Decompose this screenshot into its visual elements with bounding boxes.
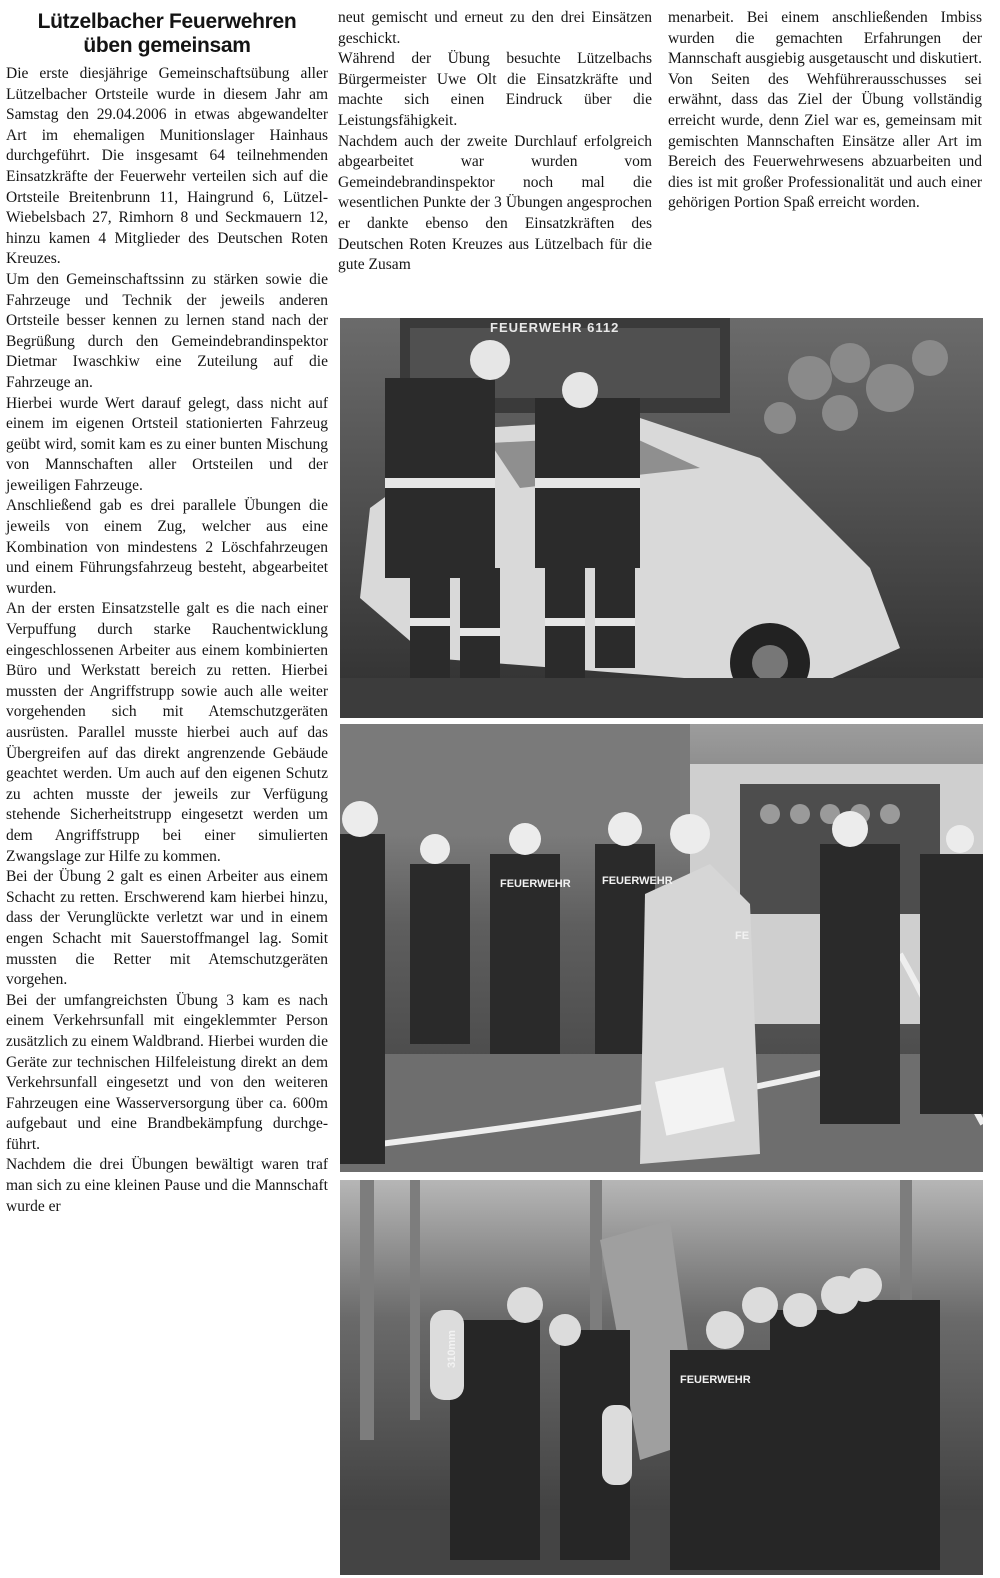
photo-forest-exercise-drawing [340,1180,983,1575]
photo-crew-briefing [340,724,983,1172]
paragraph: Die erste diesjährige Gemeinschaftsübung aller Lützelbacher Ortsteile wurde in diesem Jahr am Samstag den 29.04.2006 in etwas abgewandelter Art im ehemaligen Munitionslager Hainhaus durchgeführt. Die insgesamt 64 teilnehmenden Einsatzkräfte der Feuerwehr verteilen sich auf die Ortsteile Breitenbrunn 11, Haingrund 6, Lützel-Wiebelsbach 27, Rimhorn 8 und Seckmauern 12, hinzu kamen 4 Mitglieder des Deutschen Roten Kreuzes. [6,65,328,268]
article-column-1 [6,10,328,1217]
paragraph: Bei der umfangreichsten Übung 3 kam es nach einem Verkehrsunfall mit eingeklemmter Person zusätzlich zu einem Waldbrand. Hierbei wurden die Geräte zur technischen Hilfeleistung direkt an dem Verkehrsunfall eingesetzt und von den weiteren Fahrzeugen eine Wasserversorgung über ca. 600m aufgebaut und eine Brandbekämpfung durchgeführt. [6,991,328,1153]
paragraph: neut gemischt und erneut zu den drei Einsätzen geschickt. [338,9,652,47]
paragraph: Hierbei wurde Wert darauf gelegt, dass nicht auf einem im eigenen Ortsteil stationierten Fahrzeug geübt wird, somit kam es zu einer bunten Mischung von Mannschaften aller Ortsteilen und der jeweiligen Fahrzeuge. [6,394,328,494]
photo-car-rescue-drawing [340,318,983,718]
vest-lettering: FEUERWEHR [500,878,571,890]
paragraph: Anschließend gab es drei parallele Übungen die jeweils von einem Zug, welcher aus eine Kombination von mindestens 2 Löschfahrzeugen und einem Führungsfahrzeug besteht, abgearbeitet wurden. [6,497,328,597]
paragraph: Nachdem die drei Übungen bewältigt waren traf man sich zu eine kleinen Pause und die Mannschaft wurde er [6,1156,328,1215]
coat-lettering: FE [735,930,750,942]
paragraph: Während der Übung besuchte Lützelbachs Bürgermeister Uwe Olt die Einsatzkräfte und machte sich einen Eindruck über die Leistungsfähigkeit. [338,50,652,129]
headline-line-1: Lützelbacher Feuerwehren [37,10,297,33]
photo-crew-briefing-drawing [340,724,983,1172]
paragraph: Um den Gemeinschaftssinn zu stärken sowie die Fahrzeuge und Technik der jeweils anderen Ortsteile besser kennen zu lernen stand nach der Begrüßung durch den Gemeindebrandinspektor Dietmar Iwaschkiw eine Zuteilung auf die Fahrzeuge an. [6,270,328,391]
tank-lettering: 310mm [446,1330,458,1368]
headline-line-2: üben gemeinsam [83,34,251,57]
article-column-2 [338,8,652,276]
vehicle-lettering: FEUERWEHR 6112 [490,320,620,335]
paragraph: menarbeit. Bei einem anschließenden Imbiss wurden die gemachten Erfahrungen der Mannschaft ausgiebig ausgetauscht und diskutiert. Von Seiten des Wehführerausschusses sei erwähnt, dass das Ziel der Übung vollständig erreicht wurde, denn Ziel war es, gemeinsam mit gemischten Mannschaften Einsätze aller Art im Bereich des Feuerwehrwesens abzuarbeiten und dies ist mit großer Professionalität und auch einer gehörigen Portion Spaß erreicht worden. [668,9,982,212]
article-column-3 [668,8,982,214]
paragraph: Bei der Übung 2 galt es einen Arbeiter aus einem Schacht zu retten. Erschwerend kam hierbei hinzu, dass der Verunglückte verletzt war und in einem engen Schacht mit Sauerstoffmangel lag. Somit mussten die Retter mit Atemschutzgeräten vorgehen. [6,868,328,989]
paragraph: An der ersten Einsatzstelle galt es die nach einer Verpuffung durch starke Rauchentwicklung eingeschlossenen Arbeiter aus einem kombinierten Büro und Werkstatt bereich zu retten. Hierbei mussten der Angriffstrupp sowie auch alle weiter vorgehenden sich mit Atemschutzgeräten ausrüsten. Parallel musste hierbei auch auf das Übergreifen auf das direkt angrenzende Gebäude geachtet werden. Um auch auf den eigenen Schutz zu achten musste der jeweils zur Verfügung stehende Sicherheitstrupp eingesetzt werden um dem Angriffstrupp bei einer simulierten Zwangslage zur Hilfe zu kommen. [6,600,328,865]
vest-lettering: FEUERWEHR [680,1374,751,1386]
photo-car-rescue [340,318,983,718]
paragraph: Nachdem auch der zweite Durchlauf erfolgreich abgearbeitet war wurden vom Gemeindebrandinspektor noch mal die wesentlichen Punkte der 3 Übungen angesprochen er dankte ebenso den Einsatzkräften des Deutschen Roten Kreuzes aus Lützelbach für die gute Zusam [338,132,652,274]
photo-forest-exercise [340,1180,983,1575]
vest-lettering: FEUERWEHR [602,875,673,887]
article-headline [6,10,328,58]
